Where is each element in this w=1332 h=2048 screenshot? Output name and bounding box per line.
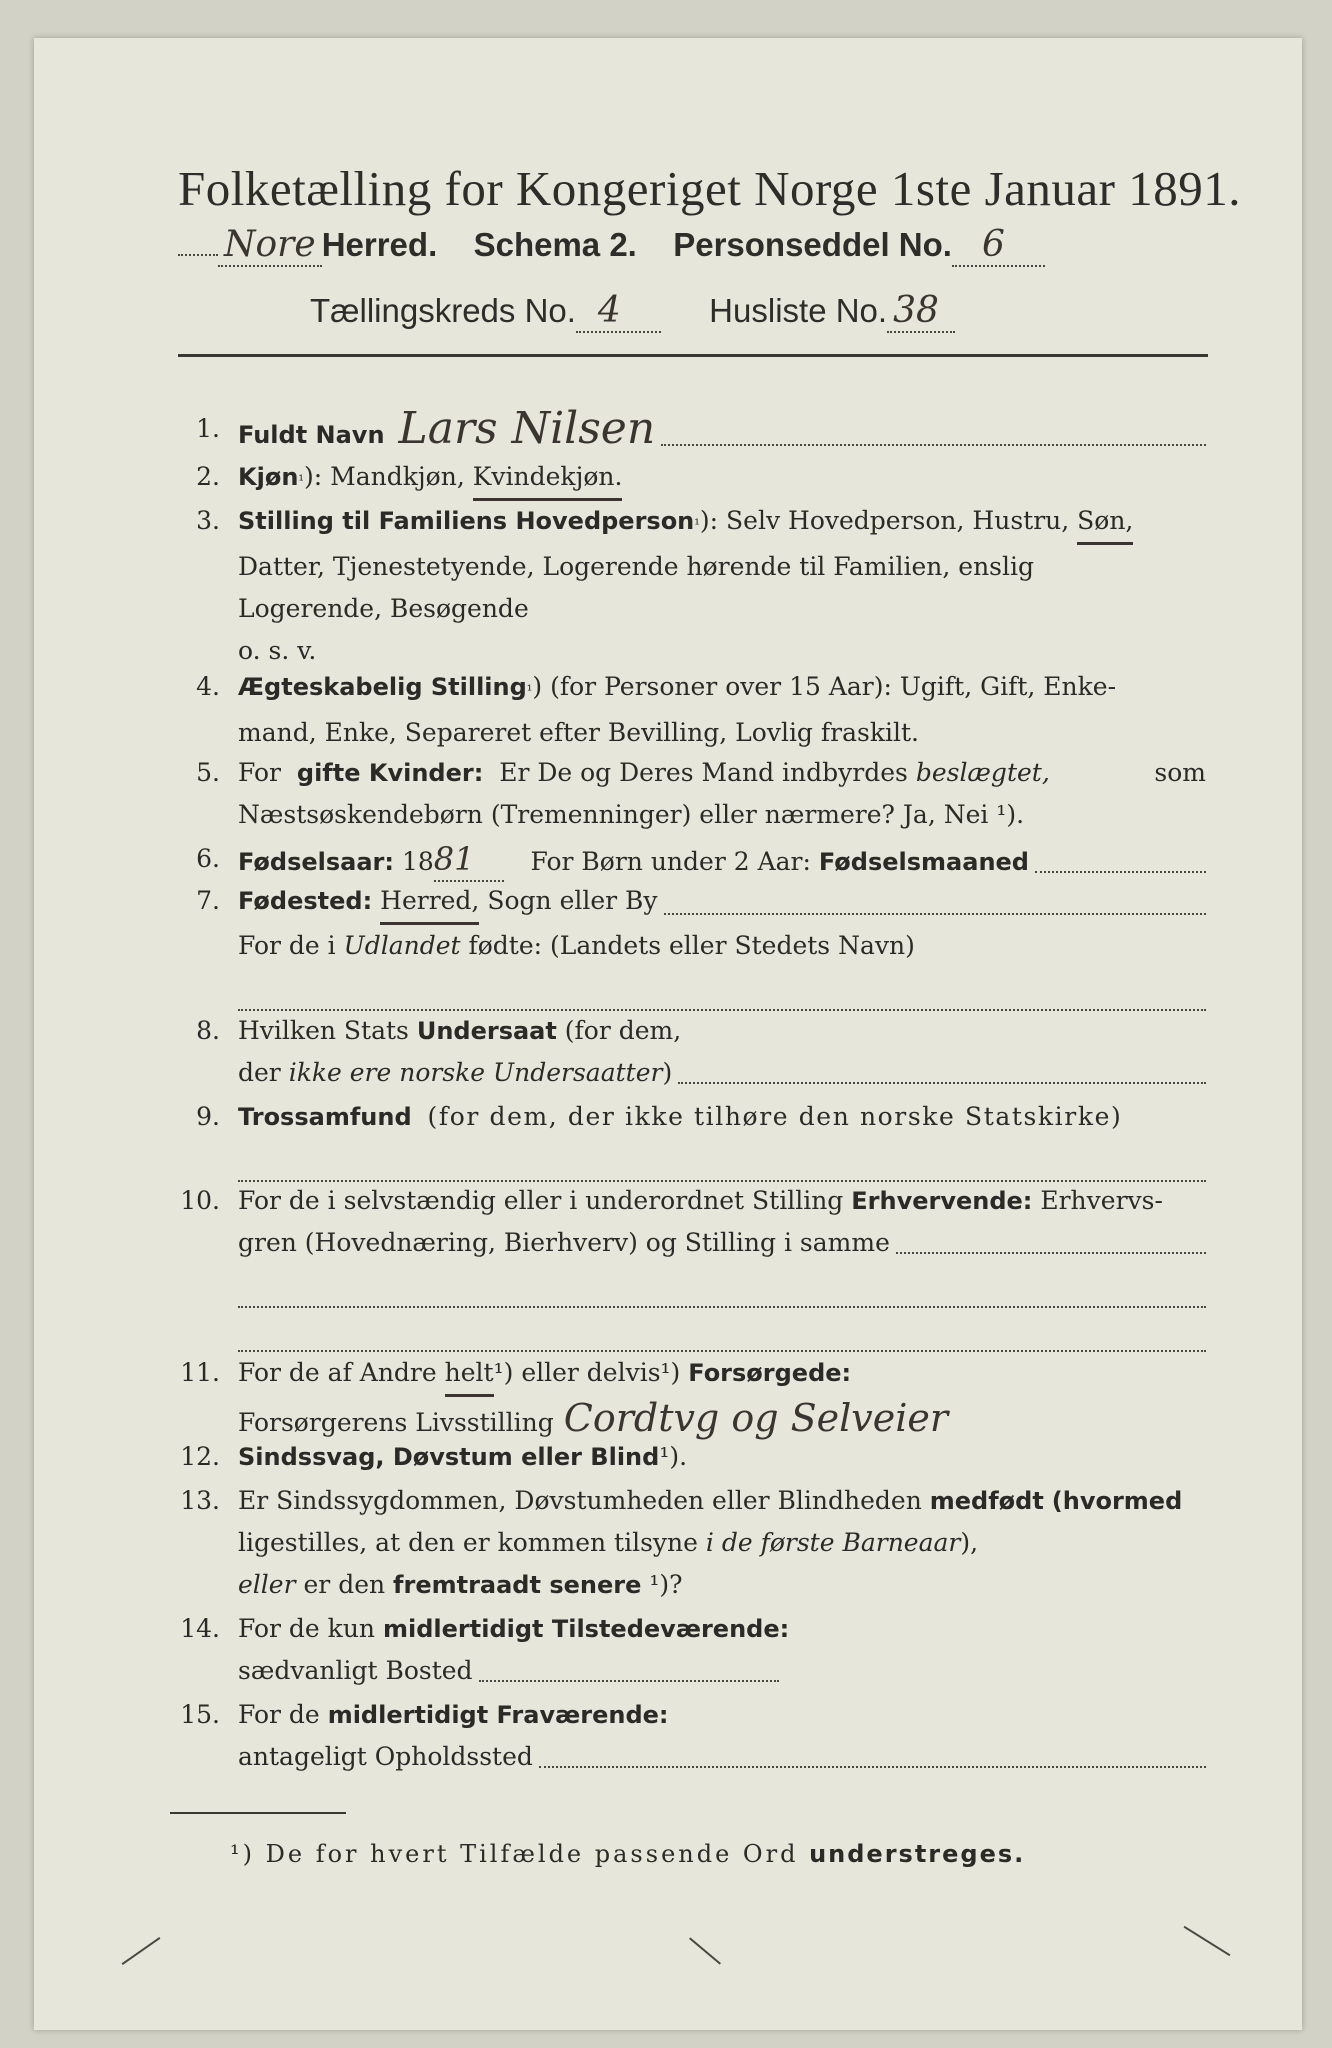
item-number: 4. — [196, 672, 220, 701]
birthplace-label: Fødested: — [238, 887, 373, 915]
blank-answer-line — [238, 1308, 1206, 1352]
family-position-label: Stilling til Familiens Hovedperson — [238, 507, 695, 535]
text: ligestilles, at den er kommen tilsyne — [238, 1528, 698, 1557]
disability-label: Sindssvag, Døvstum eller Blind — [238, 1443, 660, 1471]
footnote — [230, 1840, 1025, 1868]
item-number: 14. — [180, 1614, 220, 1643]
text-italic: beslægtet, — [915, 758, 1050, 787]
text: som — [1154, 758, 1206, 787]
text-italic: ikke ere norske Undersaatter — [288, 1058, 663, 1087]
item-number: 12. — [180, 1442, 220, 1471]
text: ¹) eller delvis¹) — [493, 1358, 681, 1387]
item-number: 3. — [196, 506, 220, 535]
text: antageligt Opholdssted — [238, 1742, 533, 1771]
text: For — [238, 758, 281, 787]
text: gren (Hovednæring, Bierhverv) og Stilling i samme — [238, 1228, 890, 1257]
birth-month-label: Fødselsmaaned — [818, 848, 1029, 876]
herred-label: Herred. — [321, 226, 438, 263]
item-number: 10. — [180, 1186, 220, 1215]
temporarily-present-label: midlertidigt Tilstedeværende: — [382, 1615, 790, 1643]
birth-year-value: 81 — [434, 838, 505, 882]
schema-label: Schema 2. — [473, 226, 637, 263]
text: Forsørgerens Livsstilling — [238, 1408, 554, 1437]
text-italic: Udlandet — [343, 931, 461, 960]
occupation-label: Erhvervende: — [851, 1187, 1033, 1215]
married-women-label: gifte Kvinder: — [296, 759, 484, 787]
congenital-label: medfødt — [929, 1487, 1044, 1515]
blank-answer-line — [238, 1264, 1206, 1308]
header-rule — [178, 354, 1208, 357]
supporter-occupation-value: Cordtvg og Selveier — [563, 1396, 949, 1440]
husliste-value: 38 — [887, 290, 955, 333]
married-women-line-2: Næstsøskendebørn (Tremenninger) eller nærmere? Ja, Nei ¹). — [238, 800, 1025, 829]
text: Er De og Deres Mand indbyrdes — [499, 758, 908, 787]
item-number: 5. — [196, 758, 220, 787]
family-position-selected: Søn, — [1077, 500, 1133, 545]
text: der — [238, 1058, 281, 1087]
footnote-emphasis: understreges. — [809, 1840, 1026, 1868]
footnote-ref: ¹ — [526, 683, 533, 699]
item-number: 15. — [180, 1700, 220, 1729]
supported-label: Forsørgede: — [688, 1359, 852, 1387]
footnote-text: ¹) De for hvert Tilfælde passende Ord — [230, 1840, 799, 1868]
acquired-later-label: fremtraadt senere — [393, 1571, 642, 1599]
text: Hvilken Stats — [238, 1016, 409, 1045]
blank-answer-line — [238, 967, 1206, 1011]
family-position-options: ): Selv Hovedperson, Hustru, — [699, 506, 1070, 535]
religion-label: Trossamfund — [238, 1103, 412, 1131]
family-position-line-2: Datter, Tjenestetyende, Logerende hørende til Familien, enslig — [238, 552, 1035, 581]
citizenship-label: Undersaat — [416, 1017, 557, 1045]
birthplace-selected: Herred, — [380, 880, 479, 925]
text: er den — [303, 1570, 386, 1599]
text: For de kun — [238, 1614, 376, 1643]
text: (hvormed — [1051, 1487, 1183, 1515]
header-row-1 — [178, 224, 1045, 265]
item-number: 1. — [196, 414, 220, 443]
text-italic: i de første Barneaar — [705, 1528, 961, 1557]
kreds-label: Tællingskreds No. — [310, 292, 576, 329]
text: (for dem, der ikke tilhøre den norske Statskirke) — [427, 1102, 1123, 1131]
sex-selected: Kvindekjøn. — [473, 456, 623, 501]
family-position-line-4: o. s. v. — [238, 636, 317, 665]
text: For de i selvstændig eller i underordnet Stilling — [238, 1186, 844, 1215]
form-title: Folketælling for Kongeriget Norge 1ste Januar 1891. — [178, 161, 1241, 216]
item-number: 6. — [196, 844, 220, 873]
text: ) — [662, 1058, 673, 1087]
text: For de — [238, 1700, 320, 1729]
birth-year-prefix: 18 — [401, 847, 434, 876]
item-number: 13. — [180, 1486, 220, 1515]
text: ¹)? — [649, 1570, 683, 1599]
footnote-rule — [170, 1812, 346, 1814]
text: For de i — [238, 931, 336, 960]
item-number: 7. — [196, 886, 220, 915]
item-number: 8. — [196, 1016, 220, 1045]
herred-value: Nore — [218, 224, 322, 267]
text: Er Sindssygdommen, Døvstumheden eller Blindheden — [238, 1486, 922, 1515]
blank-answer-line — [238, 1138, 1206, 1182]
personseddel-value: 6 — [952, 224, 1045, 267]
birth-year-label: Fødselsaar: — [238, 848, 394, 876]
text: ), — [960, 1528, 979, 1557]
marital-status-line-2: mand, Enke, Separeret efter Bevilling, Lovlig fraskilt. — [238, 718, 919, 747]
husliste-label: Husliste No. — [709, 292, 888, 329]
text: For de af Andre — [238, 1358, 437, 1387]
sex-options: ): Mandkjøn, — [304, 462, 465, 491]
full-name-value: Lars Nilsen — [398, 403, 656, 454]
temporarily-absent-label: midlertidigt Fraværende: — [327, 1701, 669, 1729]
text: Erhvervs- — [1040, 1186, 1163, 1215]
family-position-line-3: Logerende, Besøgende — [238, 594, 529, 623]
kreds-value: 4 — [576, 290, 661, 333]
sex-label: Kjøn — [238, 463, 299, 491]
marital-status-label: Ægteskabelig Stilling — [238, 673, 527, 701]
supported-selected: helt — [445, 1352, 494, 1397]
marital-status-options: ) (for Personer over 15 Aar): Ugift, Gift, Enke- — [532, 672, 1117, 701]
item-number: 11. — [180, 1358, 220, 1387]
footnote-ref: ¹ — [694, 517, 700, 533]
text: (for dem, — [564, 1016, 682, 1045]
item-number: 9. — [196, 1102, 220, 1131]
text: fødte: (Landets eller Stedets Navn) — [468, 931, 915, 960]
full-name-label: Fuldt Navn — [238, 421, 385, 449]
text: sædvanligt Bosted — [238, 1656, 473, 1685]
header-row-2 — [310, 290, 955, 331]
text: For Børn under 2 Aar: — [530, 847, 811, 876]
text-italic: eller — [238, 1570, 296, 1599]
item-number: 2. — [196, 462, 220, 491]
footnote-ref: ¹ — [298, 473, 305, 489]
personseddel-label: Personseddel No. — [673, 226, 952, 263]
text: Sogn eller By — [487, 886, 658, 915]
text: ¹). — [659, 1442, 688, 1471]
